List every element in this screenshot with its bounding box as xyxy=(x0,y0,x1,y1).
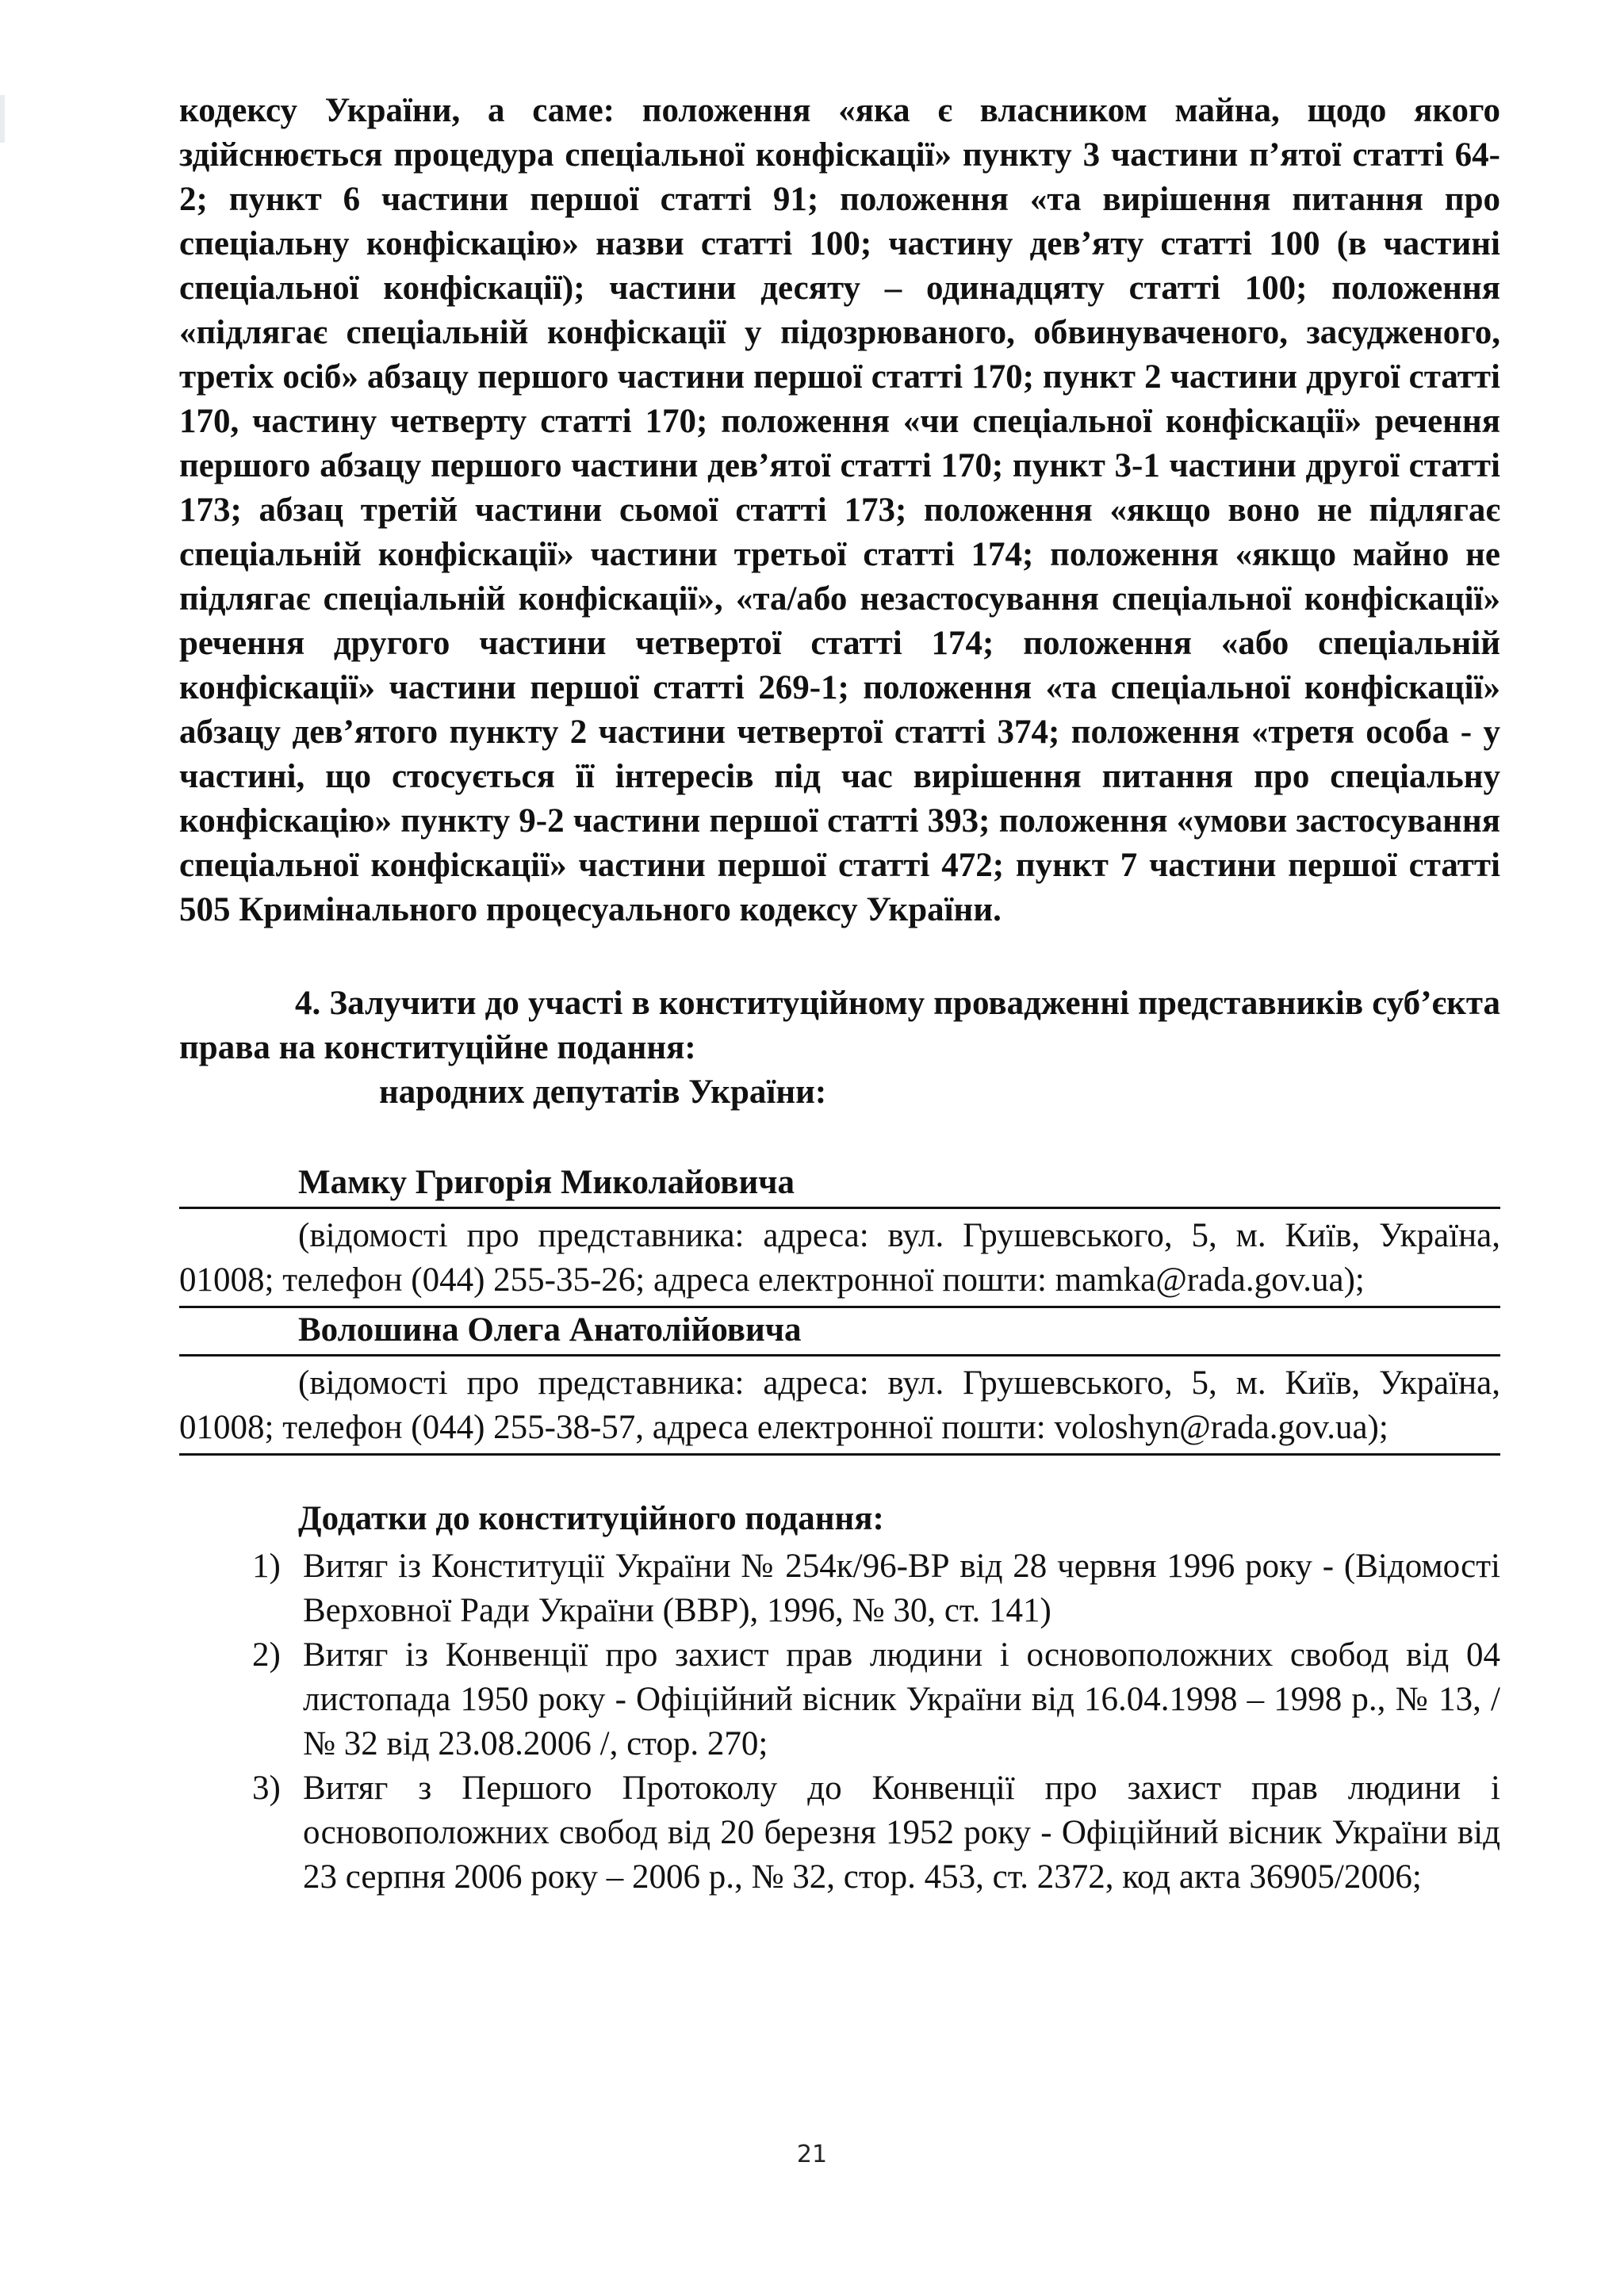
representative-info: (відомості про представника: адреса: вул. Грушевського, 5, м. Київ, Україна, 01008; телефон (044) 255-38-57, адреса електронної пошти: voloshyn@rada.gov.ua); xyxy=(179,1357,1500,1456)
intro-paragraph: кодексу України, а саме: положення «яка є власником майна, щодо якого здійснюється процедура спеціальної конфіскації» пункту 3 частини п’ятої статті 64-2; пункт 6 частини першої статті 91; положення «та вирішення питання про спеціальну конфіскацію» назви статті 100; частину дев’яту статті 100 (в частині спеціальної конфіскації); частини десяту – одинадцяту статті 100; положення «підлягає спеціальній конфіскації у підозрюваного, обвинуваченого, засудженого, третіх осіб» абзацу першого частини першої статті 170; пункт 2 частини другої статті 170, частину четверту статті 170; положення «чи спеціальної конфіскації» речення першого абзацу першого частини дев’ятої статті 170; пункт 3-1 частини другої статті 173; абзац третій частини сьомої статті 173; положення «якщо воно не підлягає спеціальній конфіскації» частини третьої статті 174; положення «якщо майно не підлягає спеціальній конфіскації», «та/або незастосування спеціальної конфіскації» речення другого частини четвертої статті 174; положення «або спеціальній конфіскації» частини першої статті 269-1; положення «та спеціальної конфіскації» абзацу дев’ятого пункту 2 частини четвертої статті 374; положення «третя особа - у частині, що стосується її інтересів під час вирішення питання про спеціальну конфіскацію» пункту 9-2 частини першої статті 393; положення «умови застосування спеціальної конфіскації» частини першої статті 472; пункт 7 частини першої статті 505 Кримінального процесуального кодексу України. xyxy=(179,92,1500,928)
list-item-number: 1) xyxy=(252,1548,281,1585)
list-item-number: 3) xyxy=(252,1770,281,1807)
list-item xyxy=(252,1633,1500,1766)
list-item-text: Витяг з Першого Протоколу до Конвенції про захист прав людини і основоположних свобод від 20 березня 1952 року - Офіційний вісник України від 23 серпня 2006 року – 2006 р., № 32, стор. 453, ст. 2372, код акта 36905/2006; xyxy=(303,1770,1500,1896)
list-item xyxy=(252,1544,1500,1633)
list-item-text: Витяг із Конвенції про захист прав людини і основоположних свобод від 04 листопада 1950 року - Офіційний вісник України від 16.04.1998 – 1998 р., № 13, / № 32 від 23.08.2006 /, стор. 270; xyxy=(303,1636,1500,1762)
attachments-title: Додатки до конституційного подання: xyxy=(298,1500,884,1537)
scan-edge-mark xyxy=(0,95,5,143)
representative-info: (відомості про представника: адреса: вул. Грушевського, 5, м. Київ, Україна, 01008; телефон (044) 255-35-26; адреса електронної пошти: mamka@rada.gov.ua); xyxy=(179,1209,1500,1308)
people-title: народних депутатів України: xyxy=(379,1073,827,1111)
list-item-number: 2) xyxy=(252,1636,281,1674)
list-item-text: Витяг із Конституції України № 254к/96-ВР від 28 червня 1996 року - (Відомості Верховної Ради України (ВВР), 1996, № 30, ст. 141) xyxy=(303,1548,1500,1629)
representative-name: Мамку Григорія Миколайовича xyxy=(179,1161,1500,1209)
section-4-paragraph: 4. Залучити до участі в конституційному провадженні представників суб’єкта права на конституційне подання: xyxy=(179,985,1500,1066)
list-item xyxy=(252,1766,1500,1900)
representatives-list xyxy=(179,1161,1500,1456)
page-number: 21 xyxy=(796,2141,828,2168)
representative-name: Волошина Олега Анатолійовича xyxy=(179,1308,1500,1357)
attachments-list xyxy=(179,1544,1500,1900)
document-content xyxy=(179,89,1500,1900)
